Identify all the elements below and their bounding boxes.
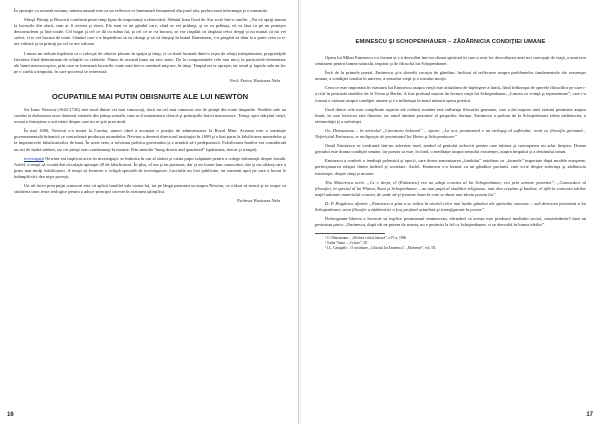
footnote-1: ¹ O. Densusianu – „Revista critică literară”, a IV-a, 1896	[325, 236, 407, 241]
newton-article-title: OCUPATIILE MAI PUTIN OBISNUITE ALE LUI NEWTON	[51, 91, 249, 101]
eminescu-paragraph-9: D. P. Hogdescu afirmă: „Eminescu a ştiut a se ridica la nivelul celor mai înalte gânduri ale spiritului omenesc – sub directiva pesimistă a lui Schopenhauer, acea filosofie a zădărniciei a fost profund asimilată şi transfigurată în poezie”.	[315, 200, 586, 212]
footnote-3: ³ I.L. Caragiale – O cuvântare, „Ghicitul lui Eminescu”, „Momente”, vol. III.	[325, 246, 436, 251]
eminescu-article-title: EMINESCU ŞI SCHOPENHAUER – ZĂDĂRNICIA CONDIŢIEI UMANE	[355, 39, 546, 45]
eminescu-paragraph-6: Omul Eminescu se confruntă într-un adevărat mod, simbol al geniului nefericit pentru care iubirea şi cunoaşterea nu aduc liniştea. Drama geniului este drama condiţiei umane, iar poezia sa este, în fond, o meditaţie asupra sensului existenţei, asupra timpului şi a destinului uman.	[315, 143, 586, 155]
newton-paragraph-3	[14, 156, 286, 180]
footnote-2: ² Tudor Vianu – „Critice”, III	[325, 241, 367, 246]
eminescu-paragraph-7: Eminescu a conferit o tendinţă polemică şi epocii, care dorea armonizarea „fondului” autohton cu „formele” importate după modele europene, perfecţionarea relaţiei dintre individ şi societate. Astfel, Eminescu s-a format ca un gânditor profund, care scrie despre suferinţa şi zădărnicia existenţei, despre timp şi moarte.	[315, 158, 586, 176]
footnote-divider	[315, 233, 385, 234]
left-page-column	[14, 8, 286, 402]
newton-paragraph-3-text: Newton era implicat activ în investigaţii: se îmbrăca în om al străzii şi vizita puţin scăpătate pentru a culege informaţii despre fraudă. Astfel, a reuşit să scoată din circulaţie aproape 28 de falsificatori. În plus, el era şi un pasionat, dar şi un foarte bun cunoscător, dar şi un călăreţ care a prins mai mulţi falsificatori. A reuşit să formeze o echipă specială de investigatori. Lucrările au fost publicate, iar oamenii apoi pe care a lucrat le întâmplă să-i dea nişte poveşti.	[14, 155, 286, 179]
newton-paragraph-4: Un alt lucru prea puţin cunoscut este că aplică familiei sale cartea lui, iar pe lângă pasiunea sa asupra Newton, ce a lăsat să treacă şi se ocupe cu studierea unor texte teologice pentru a aduce principii corecte în viziunea ştiinţifică.	[14, 182, 286, 195]
intro-paragraph-2: Sfinţii Părinţi şi Bisericii confirmă peste timp lipsa de importanţă a observării. Sfântul Ioan Gură de Aur scrie într-o omilie: „Nu vă opriţi numai la lucrurile din afară, cum ar fi averea şi slava. Ele sunt ca un gândul care, când se vei prăbuşi, şi se va prăbuşi, vă va lăsa ca pe un pomişor desconsiderat şi fără roade. Cel bogat şi cel ce dă cu mâna lui, şi cel ce se va bucura, se vor răsplăti cu răsplata celor drepţi şi nu numai că nu vei suferi, ci te vei bucura de toate. Gândul care v-a împiedicat să vă căutaţi şi să vă liniştiţi în bunul Dumnezeu, v-a pregătit să dăm la o parte ceea ce n-are valoare şi să primiţi pe cel ce are valoare.	[14, 17, 286, 47]
eminescu-paragraph-8: Titu Maiorescu scrie: „Ce e drept, el (Eminescu) era un adept convins al lui Schopenhauer, era prin urmare pesimist”; „Cunoscător al filosofiei, în special al lui Platon, Kant şi Schopenhauer – nu mai puţin al studiilor religioase, mai ales creştine şi budiste, el află în comoara ideilor astfel adunate materialul concret, de unde să-şi formeze baza în care se zbate mai târziu poezia lui”.	[315, 179, 586, 197]
eminescu-paragraph-1: Opera lui Mihai Eminescu s-a format și s-a dezvoltat într-un climat spiritual în care a avut loc dezvoltarea unei noi concepţii de viaţă, a unui nou sentiment pentru lumea naturală, inspirat şi de filosofia lui Schopenhauer.	[315, 55, 586, 67]
newton-signature: Profesor Rosioara Nela	[237, 198, 280, 204]
left-page	[0, 0, 299, 424]
right-page-column	[315, 8, 586, 402]
intro-paragraph-1: În opoziţie cu aceastǎ viziune, mintea umanǎ este ca un reflector ce luminează fenomenul din jurul său, prelucrează informaţia şi o transmite.	[14, 8, 269, 13]
eminescu-paragraph-2: Încă de la primele poezii, Eminescu şi-a dovedit vocaţia de gânditor, înclinat să reflecteze asupra problemelor fundamentale ale existenţei umane, a condiţiei omului în univers, a sensului vieţii şi a rostului morţii.	[315, 70, 586, 82]
right-page	[301, 0, 600, 424]
page-number-left: 16	[7, 412, 14, 418]
newton-paragraph-1: Sir Isaac Newton (1642-1726) este unul dintre cei mai cunoscuţi, dacă nu cel mai cunoscut om de ştiinţă din toate timpurile. Studiile sale au condus la elaborarea unor domenii centrale din ştiinţa actuală, cum ar fi matematica clasică şi principiile fizicii macaronice. Totuşi, spre sfârşitul vieţii, acesta a întreprins o activitate despre care nu se ştie prea mult.	[14, 106, 286, 125]
intro-signature: Prof. Fizica, Rosioara Nela	[230, 77, 280, 83]
investigations-link[interactable]: investigaţii	[24, 155, 44, 161]
intro-paragraph-3: Lumea nu trebuie înţeleasă ca o colecţie de obiecte plasate în spaţiu şi timp, ci ca fiind formată dintr-o reţea de relaţii interpătrunse, proprietăţile fiecăreia fiind determinate de relaţiile cu celelalte. Nimic în această lume nu este static. De la componentele cele mai mici, la particulele elementare ale lumii macroscopice, prin care se formează lucrurile, toate sunt într-o continuă mişcare, în timp. Timpul nu se opreşte; iar omul şi faptele sale au loc pe o curbă a timpului, în care procesul se reiterează.	[14, 50, 286, 74]
eminescu-paragraph-3: Ceea ce este important în viziunea lui Eminescu asupra vieţii este atitudinea de înţelegere a lumii, fiind influenţat de operele filosofilor pe care i-a citit în perioada studiilor de la Viena şi Berlin. A fost profund marcat de lectura cărţii lui Schopenhauer, „Lumea ca voinţă şi reprezentare”, care i-a format o viziune asupra condiţiei umane şi i-a influenţat în mare măsură opera poetică.	[315, 85, 586, 103]
eminescu-paragraph-5: Ov. Densusianu – în articolul „Literatura bolnavă” – spune: „La noi, pesimismul e un vicleşug al sufletului, venit cu filosofia germană... Nefericitul Eminescu, se molipseşte de pesimismul lui Heine şi Schopenhauer”.	[315, 127, 586, 140]
eminescu-paragraph-4: Unul dintre cele mai complicate aspecte ale culturii române este influenţa filosofiei germane, care a dat naştere unei viziuni pesimiste asupra lumii, în care fericirea este iluzorie, iar omul rămâne prizonier al propriilor dorinţe. Eminescu a preluat de la Schopenhauer ideea zădărniciei, a efemerităţii şi a suferinţei.	[315, 106, 586, 124]
newton-paragraph-2: În mai 1696, Newton s-a mutat la Londra, atunci când a acceptat o poziţie de administrator la Royal Mint. Aceasta este o instituţie guvernamentală britanică ce controlează producţia monedelor. Newton a devenit directorul instituţiei în 1699 şi a luat parte la falsificarea monedelor şi la imperativele falsificatorilor de bani. În acest sens, a reformat politica guvernului şi a urmărit să-i pedepsească. Falsificarea banilor era considerată un act de înaltă trădare, iar cei prinşi erau condamnaţi la moarte. Prin metoda "hung drawn and quartered" (spânzurat, înecat şi tranşat).	[14, 128, 286, 152]
page-number-right: 17	[586, 412, 593, 418]
eminescu-paragraph-10: Dobrogeanu-Gherea a încercat să explice pesimismul eminescian, afirmând că acesta este produsul mediului social, considerându-l însă un pesimism pasiv: „Eminescu, după cât ne putem da seama, nu e pesimist la fel ca Schopenhauer, ci se dezvoltă în lumea ideilor”.	[315, 216, 586, 228]
